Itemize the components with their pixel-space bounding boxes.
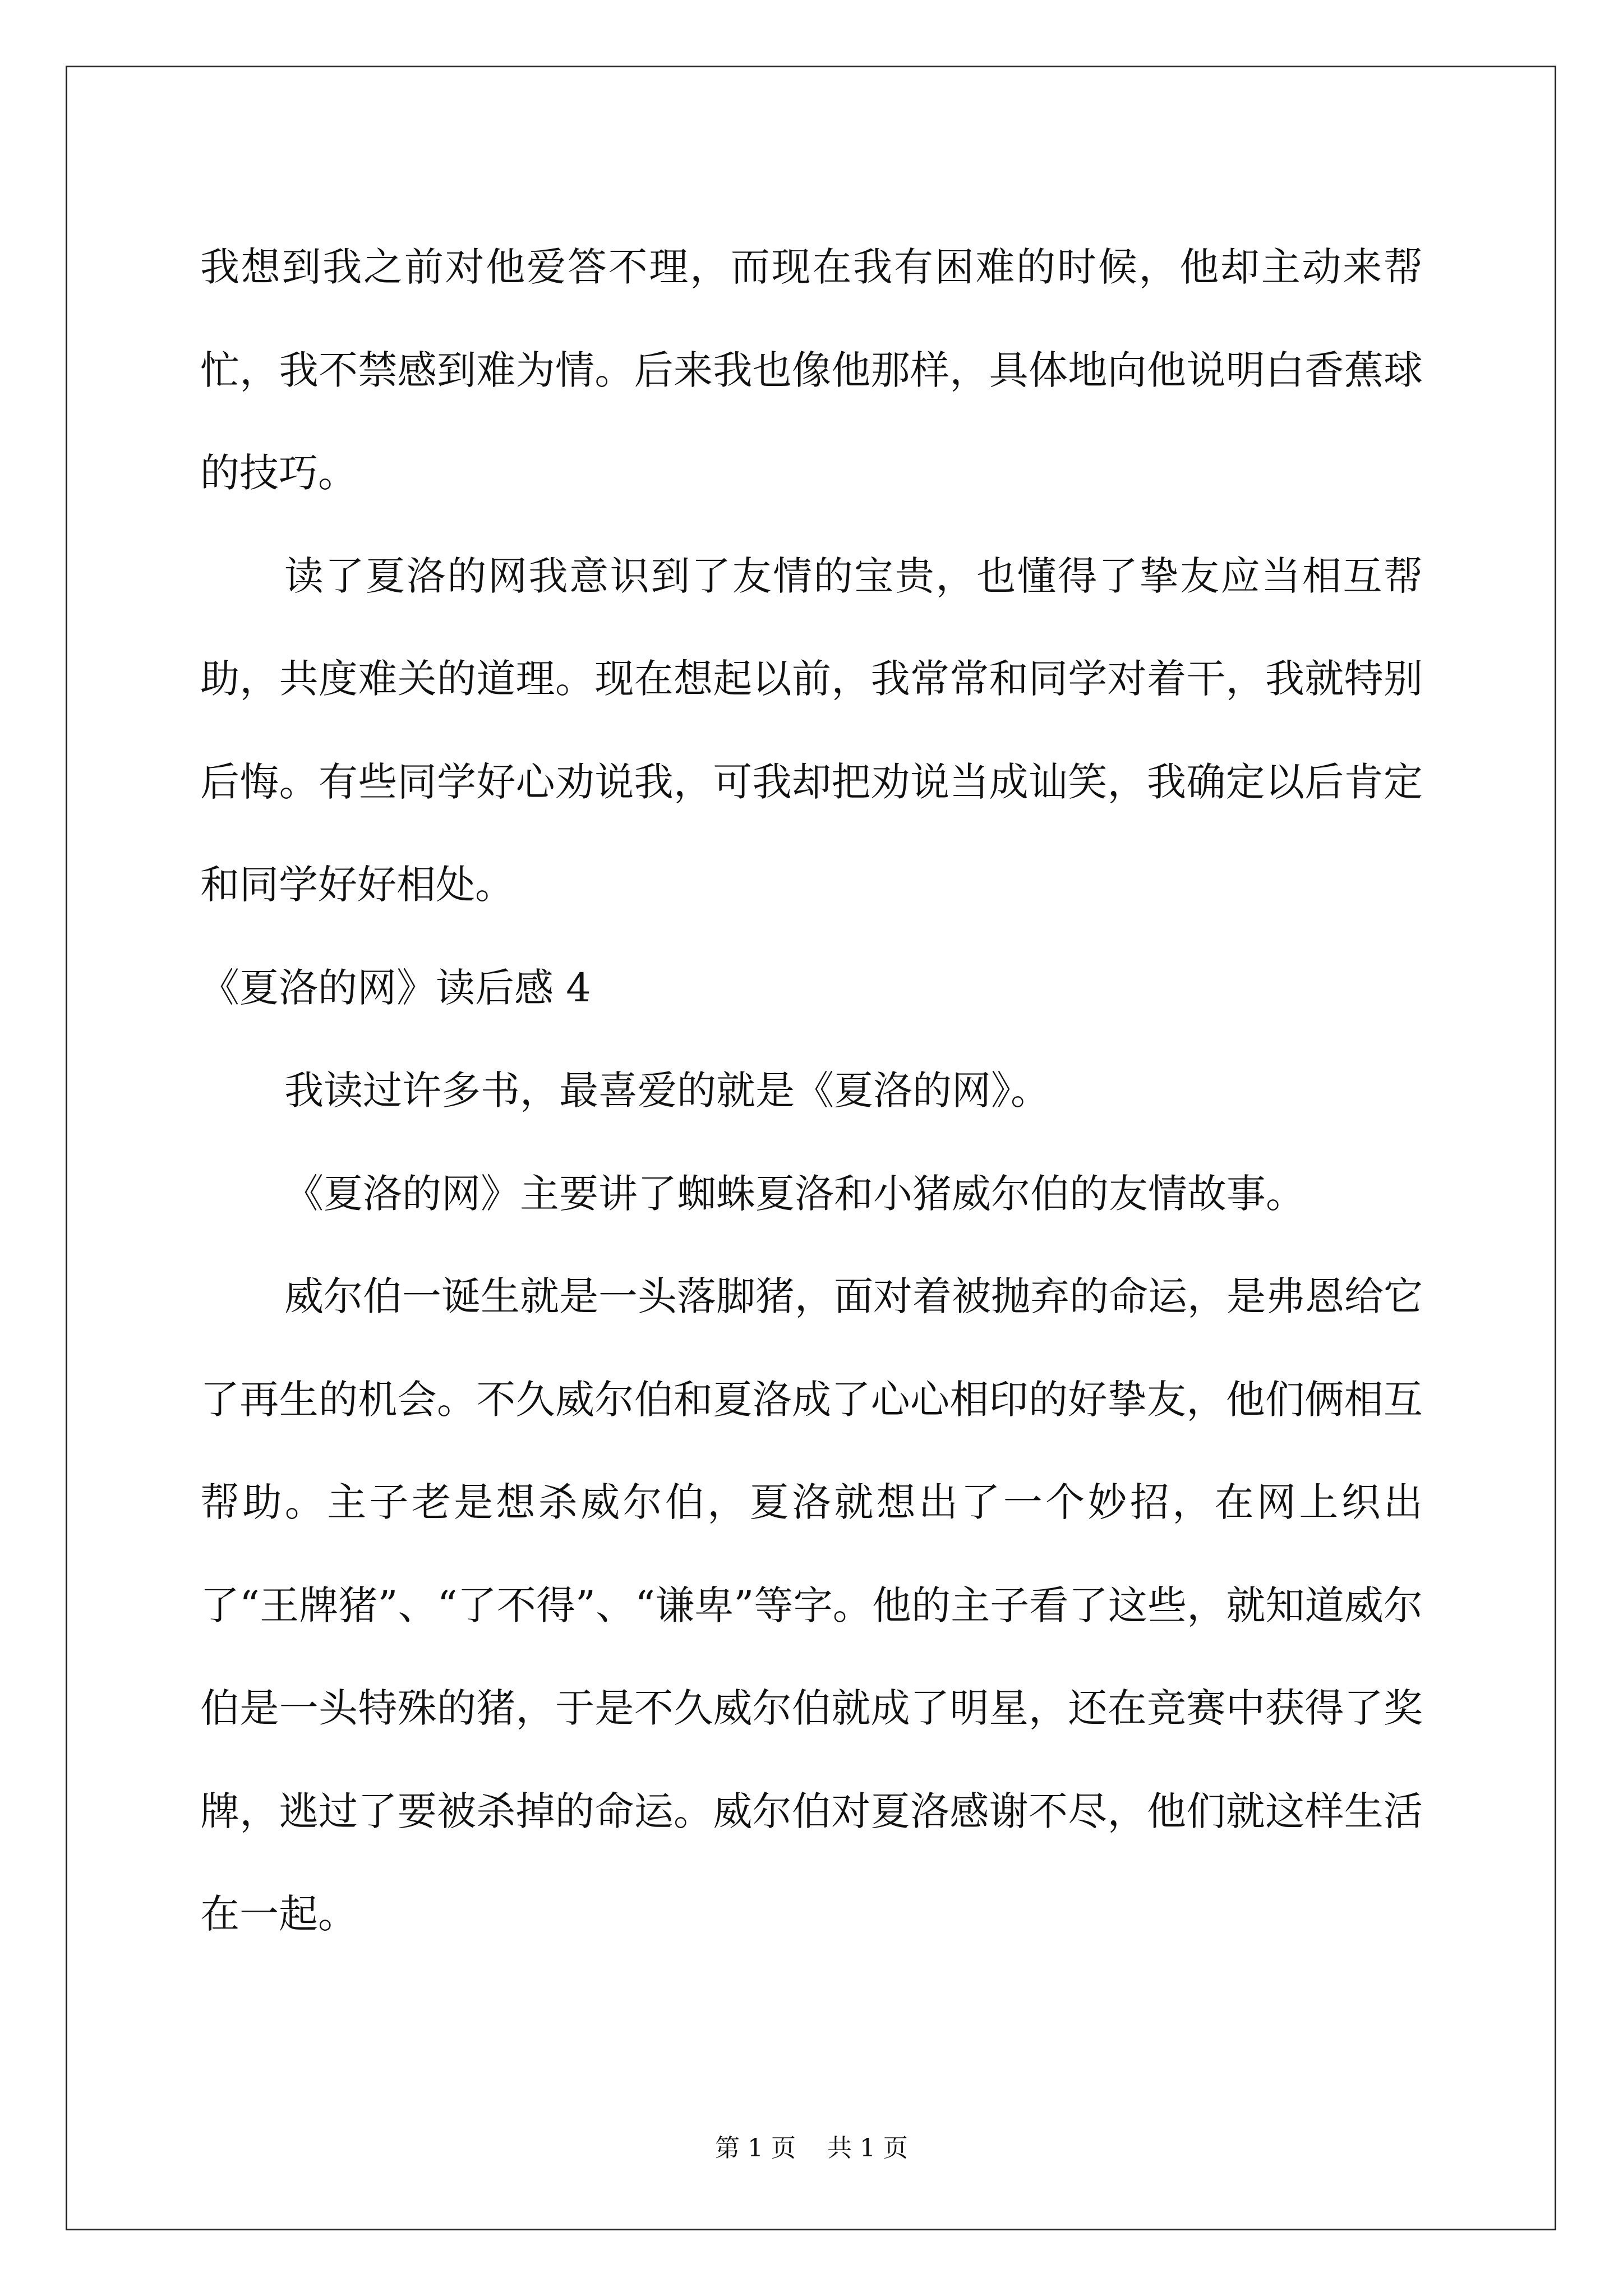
paragraph-story: 威尔伯一诞生就是一头落脚猪，面对着被抛弃的命运，是弗恩给它了再生的机会。不久威尔伯和夏洛成了心心相印的好挚友，他们俩相互帮助。主子老是想杀威尔伯，夏洛就想出了一个妙招，在网上织出了“王牌猪”、“了不得”、“谦卑”等字。他的主子看了这些，就知道威尔伯是一头特殊的猪，于是不久威尔伯就成了明星，还在竞赛中获得了奖牌，逃过了要被杀掉的命运。威尔伯对夏洛感谢不尽，他们就这样生活在一起。 [200, 1273, 1423, 1937]
paragraph-summary: 《夏洛的网》主要讲了蜘蛛夏洛和小猪威尔伯的友情故事。 [284, 1170, 1305, 1217]
section-title: 《夏洛的网》读后感 4 [200, 964, 591, 1011]
paragraph-reflection: 读了夏洛的网我意识到了友情的宝贵，也懂得了挚友应当相互帮助，共度难关的道理。现在想起以前，我常常和同学对着干，我就特别后悔。有些同学好心劝说我，可我却把劝说当成讪笑，我确定以后肯定和同学好好相处。 [200, 553, 1423, 908]
paragraph-intro: 我读过许多书，最喜爱的就是《夏洛的网》。 [284, 1068, 1050, 1114]
document-body [200, 216, 1423, 1966]
page-footer: 第 1 页 共 1 页 [715, 2134, 908, 2162]
paragraph-continued: 我想到我之前对他爱答不理，而现在我有困难的时候，他却主动来帮忙，我不禁感到难为情。后来我也像他那样，具体地向他说明白香蕉球的技巧。 [200, 244, 1423, 496]
